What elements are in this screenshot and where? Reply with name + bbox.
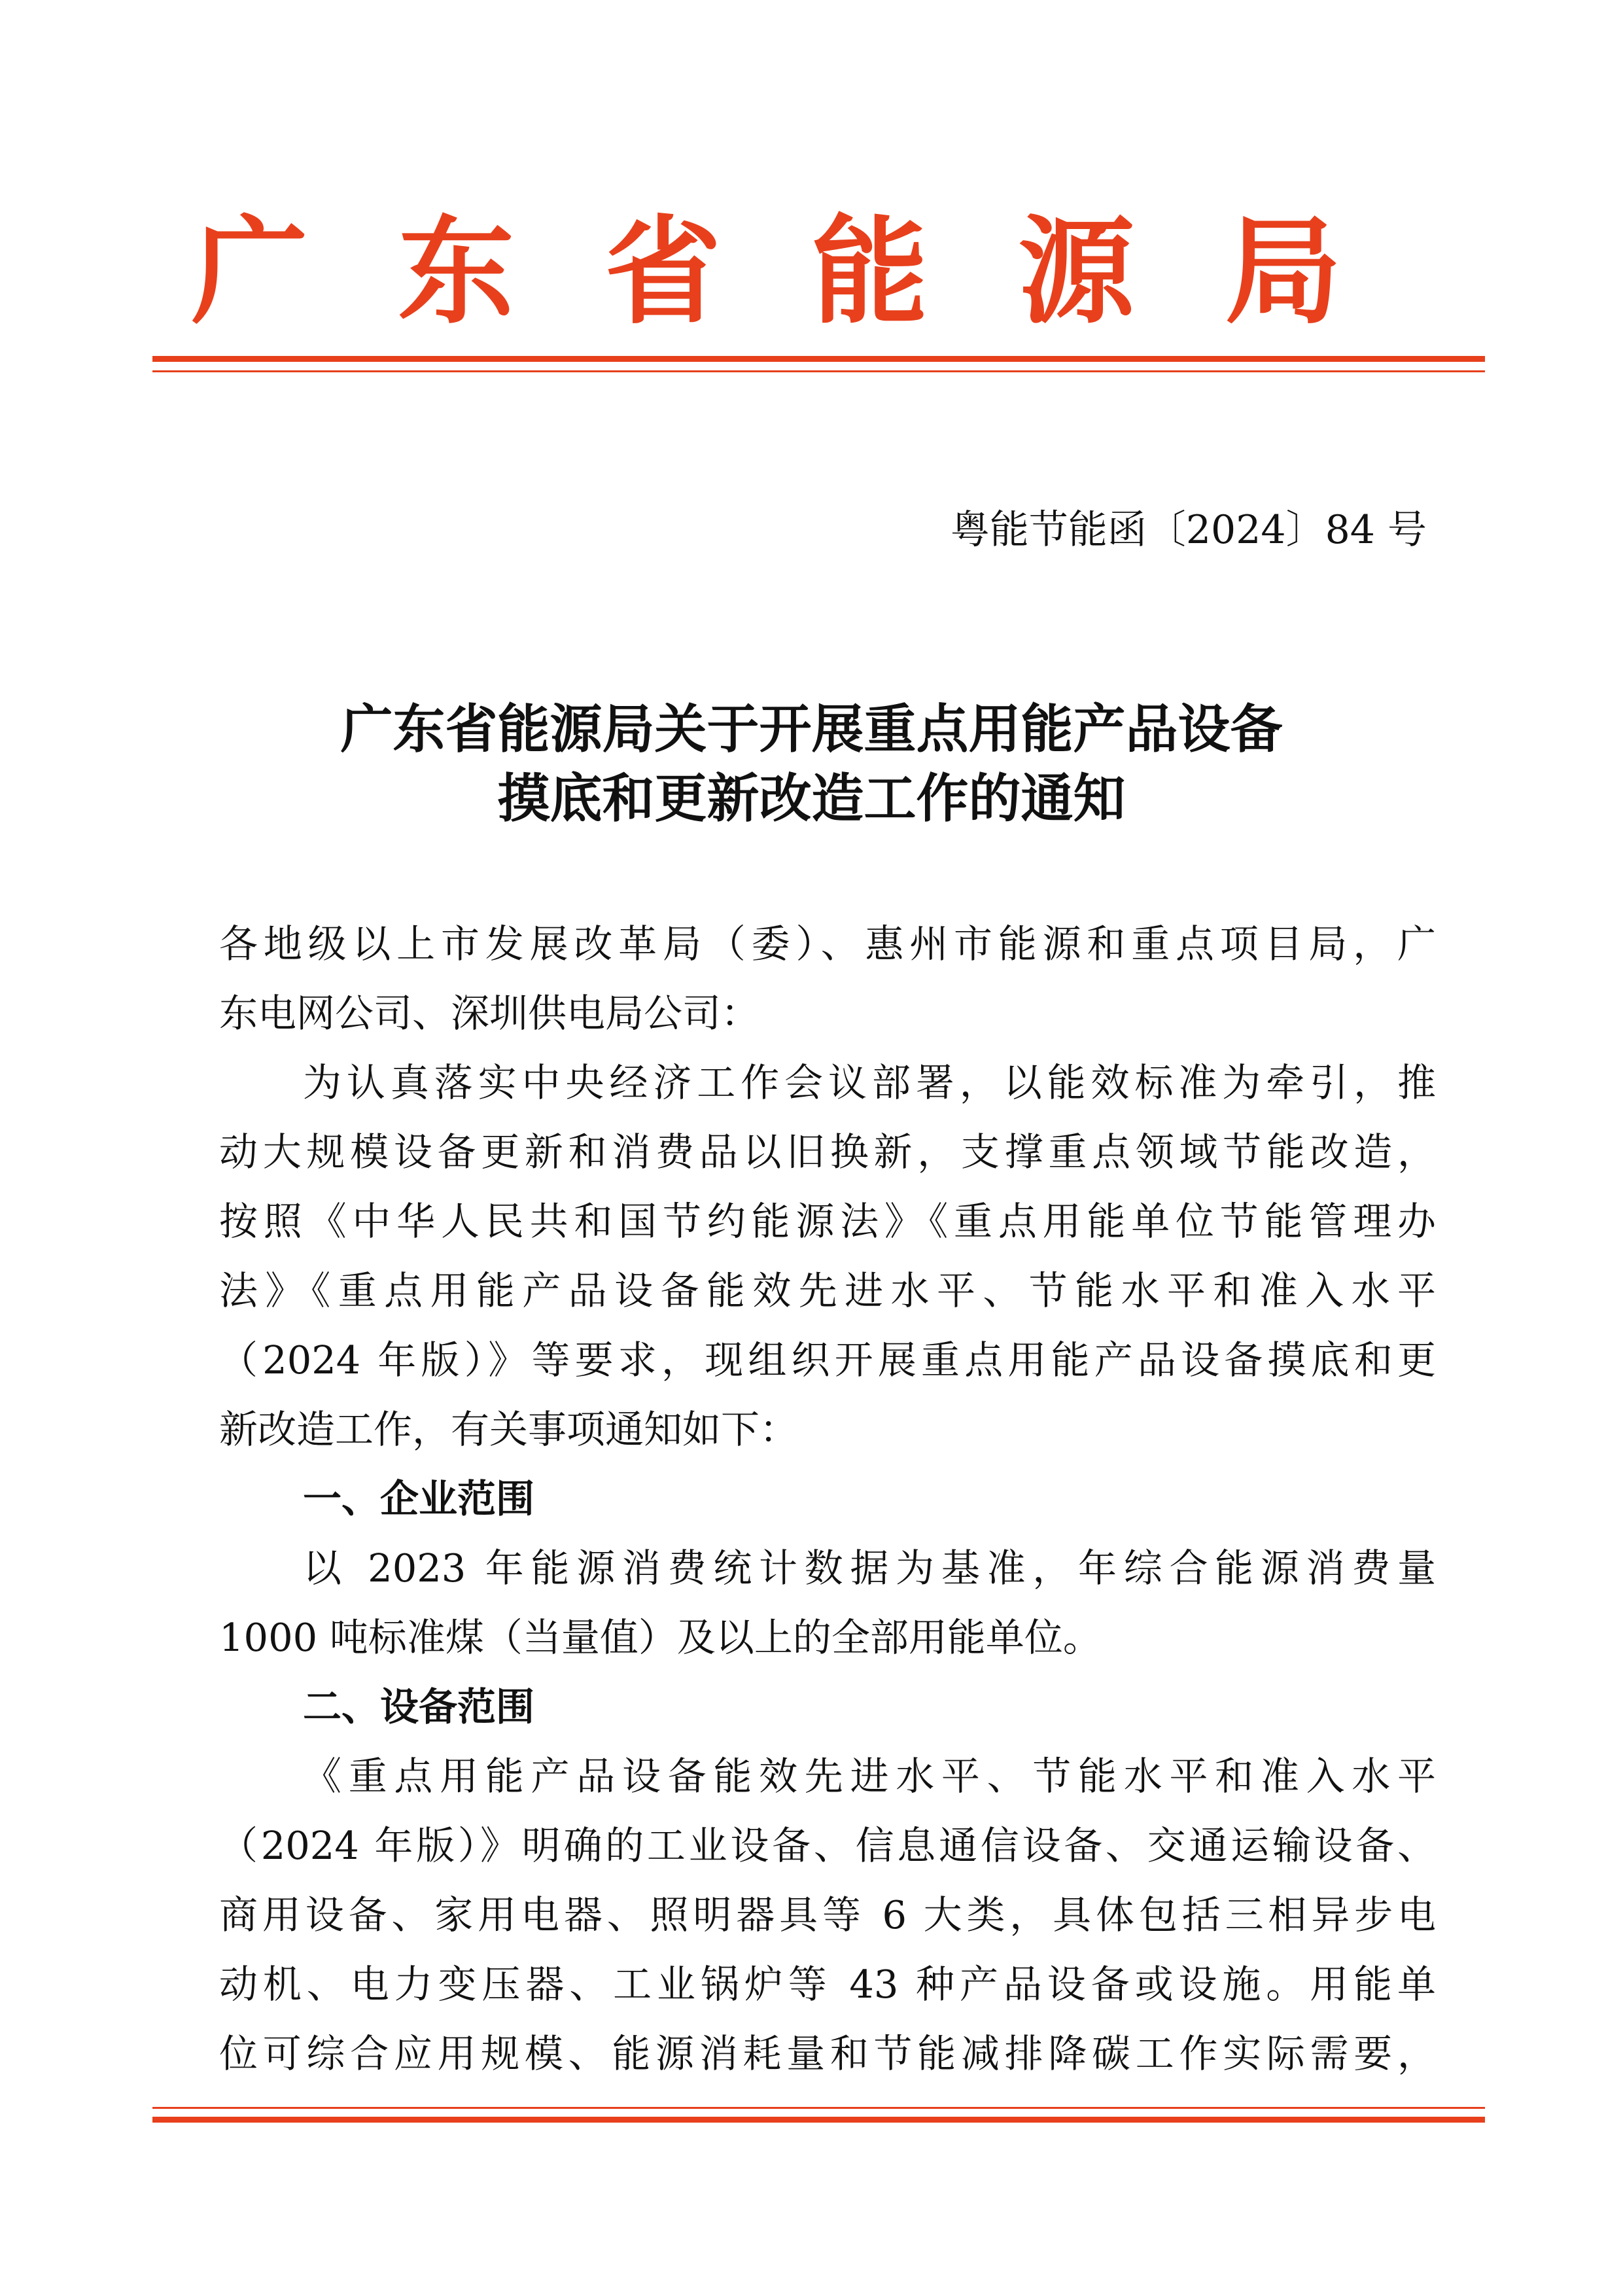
header-red-rule-thin (152, 370, 1485, 372)
footer-red-rule-thick (152, 2117, 1485, 2123)
paragraph-line: （2024 年版）》明确的工业设备、信息通信设备、交通运输设备、 (219, 1823, 1436, 1868)
paragraph-line: 为认真落实中央经济工作会议部署，以能效标准为牵引，推 (303, 1060, 1436, 1105)
paragraph-line: 新改造工作，有关事项通知如下： (219, 1407, 799, 1452)
addressee-line: 东电网公司、深圳供电局公司： (219, 991, 760, 1036)
document-body (219, 910, 1436, 2089)
paragraph-line: 《重点用能产品设备能效先进水平、节能水平和准入水平 (303, 1754, 1436, 1799)
paragraph-line: 按照《中华人民共和国节约能源法》《重点用能单位节能管理办 (219, 1199, 1436, 1244)
document-title-line-1: 广东省能源局关于开展重点用能产品设备 (340, 698, 1283, 760)
addressee-line: 各地级以上市发展改革局（委）、惠州市能源和重点项目局，广 (219, 921, 1436, 966)
paragraph-line: 1000 吨标准煤（当量值）及以上的全部用能单位。 (219, 1615, 1102, 1660)
section-heading: 二、设备范围 (303, 1684, 535, 1729)
paragraph-line: 以 2023 年能源消费统计数据为基准，年综合能源消费量 (303, 1545, 1436, 1591)
footer-red-rule-thin (152, 2107, 1485, 2109)
paragraph-line: 动机、电力变压器、工业锅炉等 43 种产品设备或设施。用能单 (219, 1962, 1436, 2007)
paragraph-line: 商用设备、家用电器、照明器具等 6 大类，具体包括三相异步电 (219, 1892, 1436, 1937)
section-heading: 一、企业范围 (303, 1476, 535, 1521)
paragraph-line: 法》《重点用能产品设备能效先进水平、节能水平和准入水平 (219, 1268, 1436, 1313)
document-number: 粤能节能函〔2024〕84 号 (950, 507, 1427, 553)
document-title-line-2: 摸底和更新改造工作的通知 (497, 768, 1126, 829)
paragraph-line: 动大规模设备更新和消费品以旧换新，支撑重点领域节能改造， (219, 1129, 1436, 1174)
agency-masthead: 广东省能源局 (191, 203, 1432, 340)
paragraph-line: （2024 年版）》等要求，现组织开展重点用能产品设备摸底和更 (219, 1337, 1436, 1383)
paragraph-line: 位可综合应用规模、能源消耗量和节能减排降碳工作实际需要， (219, 2031, 1436, 2076)
header-red-rule-thick (152, 356, 1485, 362)
